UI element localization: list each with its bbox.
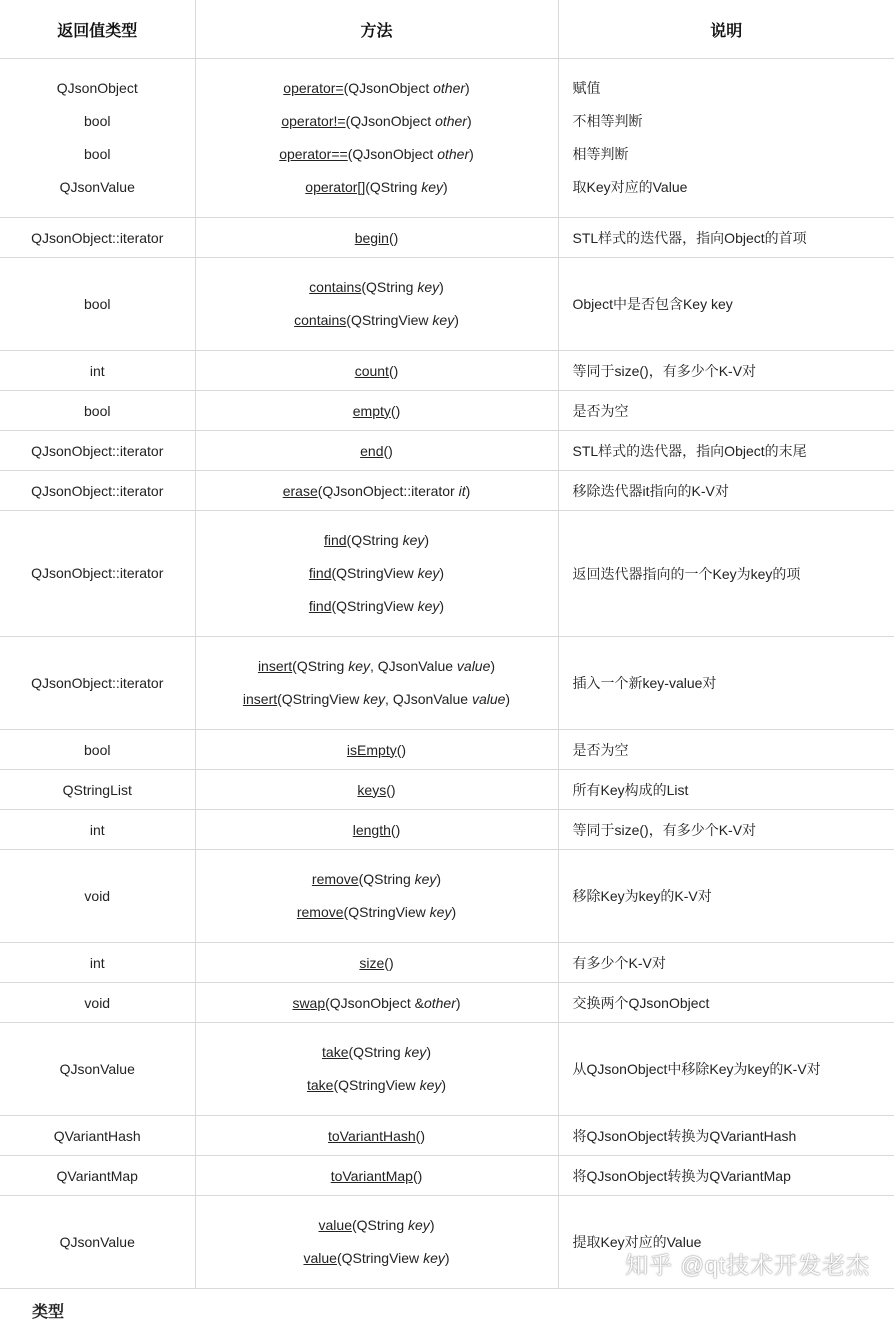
param-name: key: [405, 1044, 427, 1060]
method-signature: [196, 524, 558, 557]
paren-close: ): [469, 146, 474, 162]
param-type: QString: [366, 279, 417, 295]
paren-close: ): [443, 179, 448, 195]
return-type: QVariantHash: [0, 1128, 195, 1144]
table-row: [0, 810, 894, 850]
description: 将QJsonObject转换为QVariantHash: [573, 1126, 894, 1146]
param-name: it: [459, 483, 466, 499]
description: 不相等判断: [573, 105, 894, 138]
return-type: QJsonObject::iterator: [0, 230, 195, 246]
method-cell: [195, 258, 558, 351]
table-row: [0, 1156, 894, 1196]
description-cell: [558, 59, 894, 218]
paren-open: (: [365, 179, 370, 195]
param-name: key: [363, 691, 385, 707]
param-type: QJsonObject &: [330, 995, 424, 1011]
method-link[interactable]: toVariantHash: [328, 1128, 416, 1144]
method-link[interactable]: operator==: [279, 146, 348, 162]
method-signature: [196, 363, 558, 379]
method-link[interactable]: end: [360, 443, 383, 459]
paren-open: (: [397, 742, 402, 758]
table-row: [0, 218, 894, 258]
table-row: [0, 351, 894, 391]
paren-close: ): [456, 995, 461, 1011]
param-type: QStringView: [338, 1077, 419, 1093]
paren-open: (: [359, 871, 364, 887]
method-signature: [196, 105, 558, 138]
method-cell: [195, 511, 558, 637]
method-link[interactable]: find: [309, 598, 332, 614]
param-name: key: [423, 1250, 445, 1266]
description: 有多少个K-V对: [573, 953, 894, 973]
paren-close: ): [436, 871, 441, 887]
method-cell: [195, 1196, 558, 1289]
method-link[interactable]: take: [322, 1044, 348, 1060]
method-link[interactable]: insert: [258, 658, 292, 674]
param-name: key: [418, 565, 440, 581]
paren-open: (: [346, 312, 351, 328]
paren-open: (: [292, 658, 297, 674]
header-method: 方法: [195, 0, 558, 59]
method-link[interactable]: contains: [294, 312, 346, 328]
method-signature: [196, 782, 558, 798]
param-type: QJsonValue: [393, 691, 472, 707]
header-row: [0, 0, 894, 59]
param-type: QStringView: [351, 312, 432, 328]
param-type: QStringView: [336, 598, 417, 614]
method-signature: [196, 1209, 558, 1242]
paren-open: (: [348, 1044, 353, 1060]
return-type: QJsonObject::iterator: [0, 443, 195, 459]
return-type-cell: [0, 431, 195, 471]
method-link[interactable]: toVariantMap: [331, 1168, 413, 1184]
table-row: [0, 770, 894, 810]
method-signature: [196, 403, 558, 419]
description: 是否为空: [573, 401, 894, 421]
paren-open: (: [391, 822, 396, 838]
paren-close: ): [465, 80, 470, 96]
description: 将QJsonObject转换为QVariantMap: [573, 1166, 894, 1186]
param-type: QJsonObject: [348, 80, 433, 96]
method-link[interactable]: remove: [312, 871, 359, 887]
table-row: [0, 431, 894, 471]
paren-open: (: [331, 598, 336, 614]
return-type: QStringList: [0, 782, 195, 798]
return-type-cell: [0, 850, 195, 943]
paren-close: ): [426, 1044, 431, 1060]
return-type-cell: [0, 471, 195, 511]
description: STL样式的迭代器，指向Object的末尾: [573, 441, 894, 461]
method-cell: [195, 431, 558, 471]
paren-open: (: [348, 146, 353, 162]
param-separator: ,: [385, 691, 393, 707]
paren-open: (: [277, 691, 282, 707]
return-type-cell: [0, 1196, 195, 1289]
table-row: [0, 1116, 894, 1156]
table-body: [0, 59, 894, 1289]
return-type-cell: [0, 1156, 195, 1196]
paren-close: ): [441, 1077, 446, 1093]
paren-open: (: [389, 363, 394, 379]
paren-close: ): [451, 904, 456, 920]
method-signature: [196, 171, 558, 204]
param-name: key: [432, 312, 454, 328]
param-type: QString: [353, 1044, 404, 1060]
method-cell: [195, 770, 558, 810]
paren-close: ): [396, 403, 401, 419]
return-type-cell: [0, 351, 195, 391]
method-cell: [195, 1023, 558, 1116]
param-name: key: [430, 904, 452, 920]
param-type: QJsonObject::iterator: [322, 483, 458, 499]
return-type-cell: [0, 59, 195, 218]
watermark: 知乎 @qt技术开发老杰: [625, 1247, 870, 1280]
method-signature: [196, 1242, 558, 1275]
paren-open: (: [384, 443, 389, 459]
param-name: key: [415, 871, 437, 887]
paren-close: ): [420, 1128, 425, 1144]
paren-close: ): [396, 822, 401, 838]
return-type: bool: [0, 288, 195, 321]
paren-open: (: [325, 995, 330, 1011]
param-type: QStringView: [336, 565, 417, 581]
paren-close: ): [439, 598, 444, 614]
description-cell: [558, 943, 894, 983]
paren-close: ): [394, 363, 399, 379]
return-type-cell: [0, 1023, 195, 1116]
table-row: [0, 1023, 894, 1116]
description: STL样式的迭代器，指向Object的首项: [573, 228, 894, 248]
paren-open: (: [344, 904, 349, 920]
method-link[interactable]: remove: [297, 904, 344, 920]
description-cell: [558, 983, 894, 1023]
method-link[interactable]: operator!=: [281, 113, 345, 129]
method-signature: [196, 230, 558, 246]
paren-close: ): [389, 955, 394, 971]
description-cell: [558, 770, 894, 810]
section-heading-cutoff: 类型: [32, 1299, 64, 1322]
method-cell: [195, 1116, 558, 1156]
table-row: [0, 637, 894, 730]
method-signature: [196, 271, 558, 304]
paren-open: (: [337, 1250, 342, 1266]
method-link[interactable]: value: [303, 1250, 336, 1266]
paren-open: (: [347, 532, 352, 548]
param-name: value: [472, 691, 505, 707]
table-row: [0, 983, 894, 1023]
description: 提取Key对应的Value: [573, 1232, 894, 1252]
paren-close: ): [505, 691, 510, 707]
return-type: QJsonValue: [0, 1226, 195, 1259]
method-signature: [196, 650, 558, 683]
paren-close: ): [388, 443, 393, 459]
method-signature: [196, 483, 558, 499]
param-type: QString: [363, 871, 414, 887]
param-type: QStringView: [282, 691, 363, 707]
return-type-cell: [0, 943, 195, 983]
description-cell: [558, 511, 894, 637]
paren-close: ): [418, 1168, 423, 1184]
method-signature: [196, 1036, 558, 1069]
return-type: QJsonObject::iterator: [0, 483, 195, 499]
description: 取Key对应的Value: [573, 171, 894, 204]
table-row: [0, 850, 894, 943]
paren-open: (: [346, 113, 351, 129]
paren-open: (: [352, 1217, 357, 1233]
return-type-cell: [0, 637, 195, 730]
param-name: other: [424, 995, 456, 1011]
method-link[interactable]: erase: [283, 483, 318, 499]
return-type-cell: [0, 730, 195, 770]
paren-open: (: [391, 403, 396, 419]
param-type: QStringView: [348, 904, 429, 920]
table-row: [0, 391, 894, 431]
method-link[interactable]: find: [309, 565, 332, 581]
method-link[interactable]: length: [353, 822, 391, 838]
param-name: key: [418, 598, 440, 614]
paren-open: (: [331, 565, 336, 581]
description: 移除Key为key的K-V对: [573, 886, 894, 906]
paren-close: ): [439, 565, 444, 581]
param-name: key: [417, 279, 439, 295]
param-name: key: [421, 179, 443, 195]
description-cell: [558, 258, 894, 351]
paren-open: (: [344, 80, 349, 96]
description-cell: [558, 810, 894, 850]
table-row: [0, 59, 894, 218]
method-cell: [195, 218, 558, 258]
paren-close: ): [439, 279, 444, 295]
method-signature: [196, 72, 558, 105]
paren-close: ): [454, 312, 459, 328]
paren-close: ): [490, 658, 495, 674]
table-row: [0, 471, 894, 511]
method-link[interactable]: size: [359, 955, 384, 971]
return-type: QJsonObject: [0, 72, 195, 105]
method-cell: [195, 1156, 558, 1196]
description-cell: [558, 730, 894, 770]
description-cell: [558, 431, 894, 471]
description: 相等判断: [573, 138, 894, 171]
method-cell: [195, 471, 558, 511]
method-signature: [196, 1168, 558, 1184]
description-cell: [558, 637, 894, 730]
paren-close: ): [430, 1217, 435, 1233]
return-type: QJsonValue: [0, 171, 195, 204]
param-name: key: [348, 658, 370, 674]
method-cell: [195, 730, 558, 770]
paren-close: ): [445, 1250, 450, 1266]
method-link[interactable]: contains: [309, 279, 361, 295]
paren-open: (: [386, 782, 391, 798]
method-cell: [195, 943, 558, 983]
paren-open: (: [361, 279, 366, 295]
description: 从QJsonObject中移除Key为key的K-V对: [573, 1059, 894, 1079]
description: 所有Key构成的List: [573, 780, 894, 800]
description: 等同于size()，有多少个K-V对: [573, 361, 894, 381]
method-link[interactable]: operator[]: [305, 179, 365, 195]
description: 赋值: [573, 72, 894, 105]
return-type: int: [0, 955, 195, 971]
paren-open: (: [384, 955, 389, 971]
return-type-cell: [0, 258, 195, 351]
method-signature: [196, 557, 558, 590]
method-cell: [195, 391, 558, 431]
method-signature: [196, 443, 558, 459]
return-type: bool: [0, 742, 195, 758]
method-link[interactable]: find: [324, 532, 347, 548]
method-signature: [196, 138, 558, 171]
method-cell: [195, 637, 558, 730]
method-signature: [196, 995, 558, 1011]
paren-open: (: [333, 1077, 338, 1093]
paren-close: ): [466, 483, 471, 499]
param-name: other: [435, 113, 467, 129]
paren-close: ): [391, 782, 396, 798]
method-link[interactable]: keys: [357, 782, 386, 798]
method-signature: [196, 683, 558, 716]
method-signature: [196, 742, 558, 758]
method-cell: [195, 59, 558, 218]
param-name: key: [403, 532, 425, 548]
description: 等同于size()，有多少个K-V对: [573, 820, 894, 840]
method-signature: [196, 1128, 558, 1144]
paren-open: (: [318, 483, 323, 499]
param-type: QString: [357, 1217, 408, 1233]
param-type: QJsonObject: [350, 113, 435, 129]
description: 移除迭代器it指向的K-V对: [573, 481, 894, 501]
table-row: [0, 730, 894, 770]
param-name: key: [408, 1217, 430, 1233]
method-link[interactable]: empty: [353, 403, 391, 419]
description-cell: [558, 351, 894, 391]
param-name: other: [433, 80, 465, 96]
paren-open: (: [416, 1128, 421, 1144]
description: 返回迭代器指向的一个Key为key的项: [573, 564, 894, 584]
description: 是否为空: [573, 740, 894, 760]
method-link[interactable]: insert: [243, 691, 277, 707]
method-link[interactable]: take: [307, 1077, 333, 1093]
param-type: QJsonValue: [378, 658, 457, 674]
description-cell: [558, 1023, 894, 1116]
method-signature: [196, 822, 558, 838]
paren-open: (: [389, 230, 394, 246]
method-signature: [196, 863, 558, 896]
return-type: QJsonObject::iterator: [0, 557, 195, 590]
param-type: QStringView: [342, 1250, 423, 1266]
return-type: QJsonValue: [0, 1053, 195, 1086]
paren-close: ): [401, 742, 406, 758]
header-return-type: 返回值类型: [0, 0, 195, 59]
description-cell: [558, 850, 894, 943]
method-signature: [196, 955, 558, 971]
header-description: 说明: [558, 0, 894, 59]
method-link[interactable]: operator=: [283, 80, 343, 96]
return-type: int: [0, 822, 195, 838]
description-cell: [558, 218, 894, 258]
param-type: QString: [351, 532, 402, 548]
param-name: value: [457, 658, 490, 674]
return-type: void: [0, 995, 195, 1011]
description: 交换两个QJsonObject: [573, 993, 894, 1013]
return-type: bool: [0, 105, 195, 138]
method-link[interactable]: isEmpty: [347, 742, 397, 758]
paren-close: ): [394, 230, 399, 246]
param-separator: ,: [370, 658, 378, 674]
description: Object中是否包含Key key: [573, 294, 894, 314]
table-row: [0, 511, 894, 637]
description-cell: [558, 1156, 894, 1196]
method-signature: [196, 590, 558, 623]
method-link[interactable]: swap: [292, 995, 325, 1011]
param-type: QString: [370, 179, 421, 195]
method-signature: [196, 304, 558, 337]
return-type: bool: [0, 138, 195, 171]
method-cell: [195, 351, 558, 391]
description-cell: [558, 1116, 894, 1156]
paren-open: (: [413, 1168, 418, 1184]
paren-close: ): [467, 113, 472, 129]
method-link[interactable]: value: [319, 1217, 352, 1233]
return-type: int: [0, 363, 195, 379]
return-type: bool: [0, 403, 195, 419]
return-type-cell: [0, 391, 195, 431]
return-type-cell: [0, 770, 195, 810]
return-type-cell: [0, 810, 195, 850]
description: 插入一个新key-value对: [573, 673, 894, 693]
description-cell: [558, 391, 894, 431]
param-name: other: [437, 146, 469, 162]
param-name: key: [420, 1077, 442, 1093]
table-row: [0, 258, 894, 351]
method-signature: [196, 896, 558, 929]
method-signature: [196, 1069, 558, 1102]
return-type-cell: [0, 511, 195, 637]
return-type-cell: [0, 218, 195, 258]
table-row: [0, 943, 894, 983]
method-link[interactable]: count: [355, 363, 389, 379]
description-cell: [558, 471, 894, 511]
return-type-cell: [0, 983, 195, 1023]
param-type: QJsonObject: [352, 146, 437, 162]
method-cell: [195, 810, 558, 850]
return-type: QJsonObject::iterator: [0, 667, 195, 700]
method-link[interactable]: begin: [355, 230, 389, 246]
method-cell: [195, 850, 558, 943]
param-type: QString: [297, 658, 348, 674]
paren-close: ): [424, 532, 429, 548]
return-type-cell: [0, 1116, 195, 1156]
return-type: QVariantMap: [0, 1168, 195, 1184]
method-cell: [195, 983, 558, 1023]
return-type: void: [0, 880, 195, 913]
